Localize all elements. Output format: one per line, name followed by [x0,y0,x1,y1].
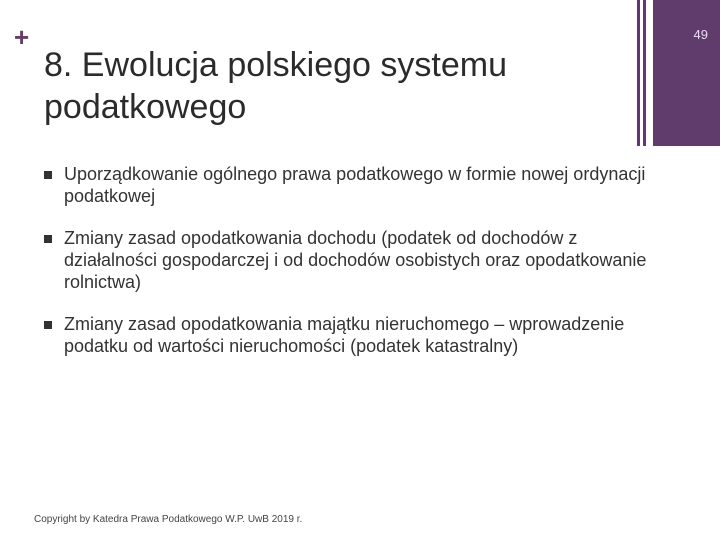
accent-line-2 [643,0,646,146]
plus-decoration-icon: + [14,22,30,52]
square-bullet-icon [44,321,52,329]
bullet-list [44,163,654,377]
bullet-item-3 [44,313,654,357]
slide-title: 8. Ewolucja polskiego systemu podatkowego [44,46,508,126]
slide-number: 49 [693,27,708,42]
bullet-item-2 [44,227,654,293]
square-bullet-icon [44,235,52,243]
accent-lines [637,0,651,146]
bullet-text-1: Uporządkowanie ogólnego prawa podatkowego w formie nowej ordynacji podatkowej [64,164,646,206]
bullet-text-3: Zmiany zasad opodatkowania majątku nieruchomego – wprowadzenie podatku od wartości nieruchomości (podatek katastralny) [64,314,625,356]
bullet-item-1 [44,163,654,207]
slide-number-panel [653,0,720,146]
copyright-footer: Copyright by Katedra Prawa Podatkowego W.P. UwB 2019 r. [34,514,303,525]
accent-line-1 [637,0,640,146]
square-bullet-icon [44,171,52,179]
bullet-text-2: Zmiany zasad opodatkowania dochodu (podatek od dochodów z działalności gospodarczej i od dochodów osobistych oraz opodatkowanie rolnictwa) [64,228,647,292]
